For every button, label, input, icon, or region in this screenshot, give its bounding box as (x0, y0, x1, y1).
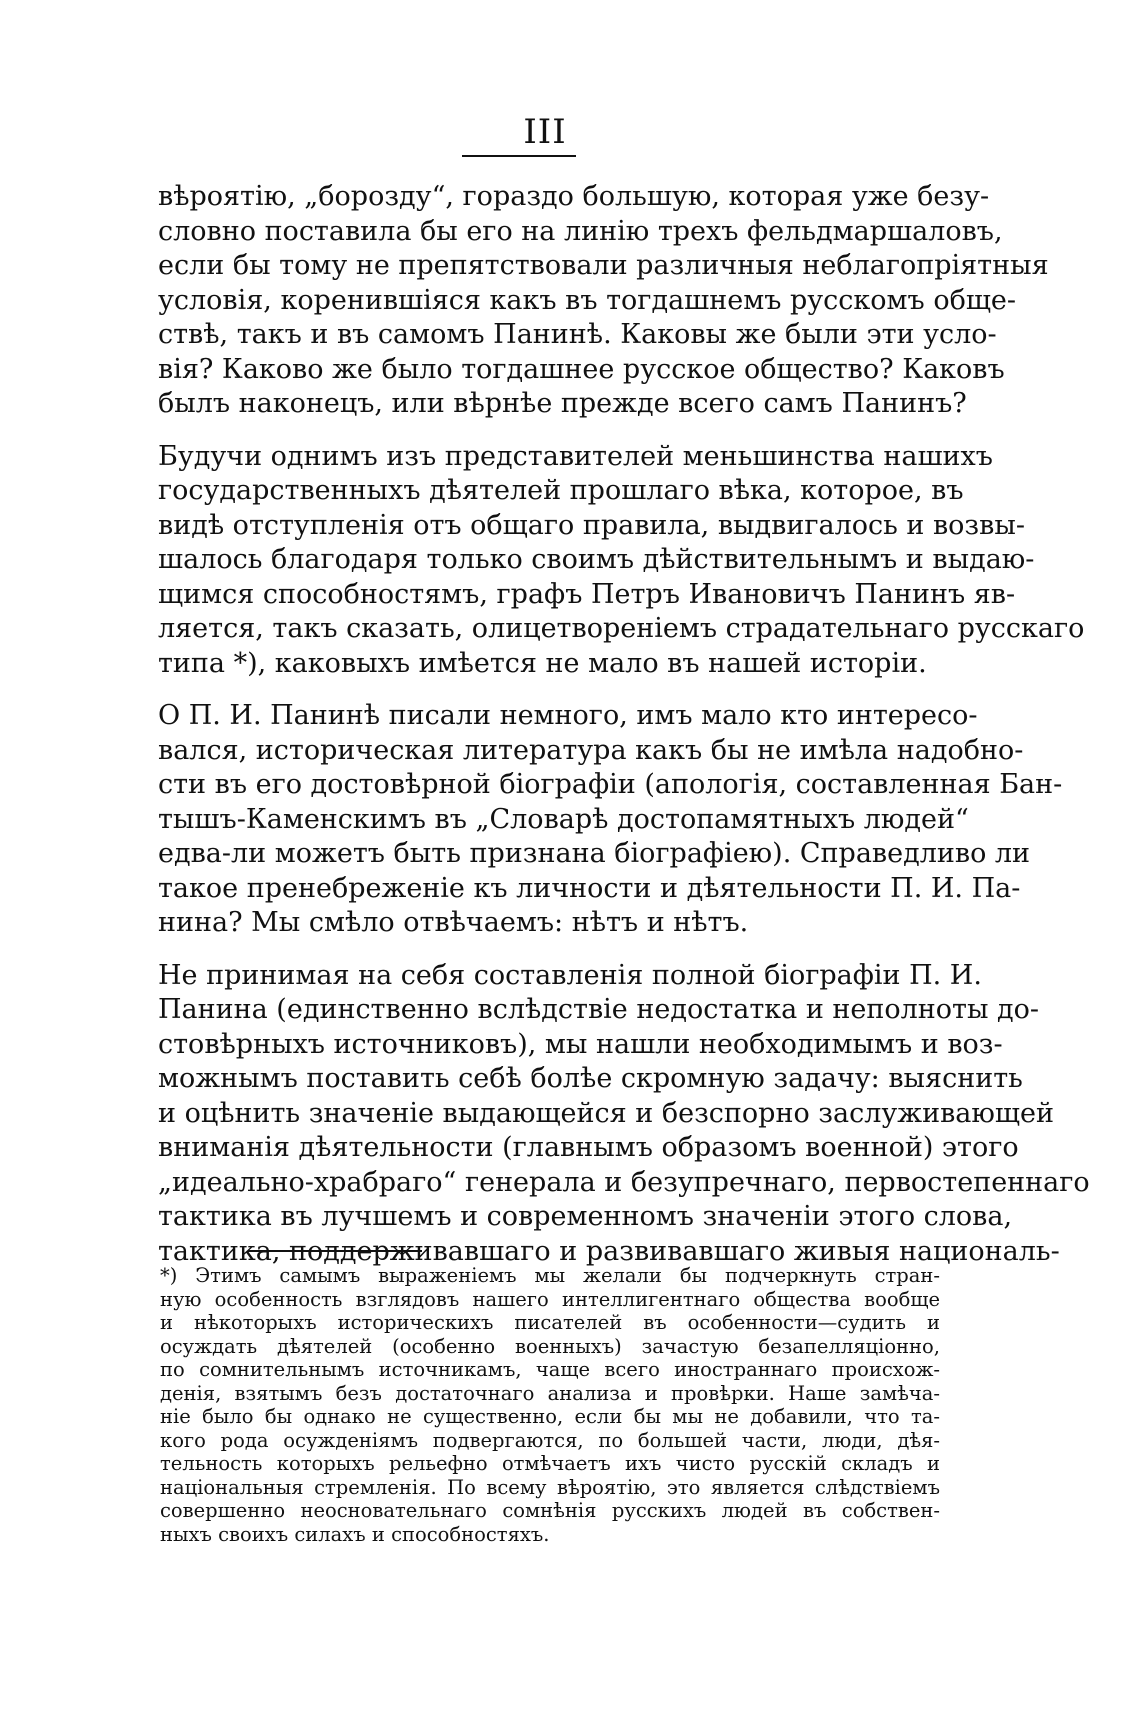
text-line: тактика въ лучшемъ и современномъ значеніи этого слова, (158, 1201, 1013, 1232)
text-line: О П. И. Панинѣ писали немного, имъ мало кто интересо- (158, 700, 978, 731)
text-line: Будучи однимъ изъ представителей меньшинства нашихъ (158, 440, 993, 472)
text-line: щимся способностямъ, графъ Петръ Ивановичъ Панинъ яв- (158, 578, 1016, 610)
text-line: вѣроятію, „борозду“, гораздо большую, которая уже безу- (158, 181, 990, 212)
text-line: словно поставила бы его на линію трехъ фельдмаршаловъ, (158, 215, 1003, 247)
text-line: вія? Каково же было тогдашнее русское общество? Каковъ (158, 353, 1005, 385)
text-line: и оцѣнить значеніе выдающейся и безспорно заслуживающей (158, 1097, 1054, 1129)
body-text (158, 180, 1090, 1287)
footnote-line: тельность которыхъ рельефно отмѣчаетъ ихъ чисто русскій складъ и (160, 1452, 940, 1475)
text-line: такое пренебреженіе къ личности и дѣятельности П. И. Па- (158, 872, 1021, 904)
text-line: стовѣрныхъ источниковъ), мы нашли необходимымъ и воз- (158, 1028, 1003, 1060)
text-line: едва-ли можетъ быть признана біографіею). Справедливо ли (158, 838, 1031, 869)
footnote (160, 1264, 940, 1546)
text-line: видѣ отступленія отъ общаго правила, выдвигалось и возвы- (158, 509, 1025, 541)
footnote-line: ніе было бы однако не существенно, если бы мы не добавили, что та- (160, 1405, 940, 1428)
text-line: сти въ его достовѣрной біографіи (апологія, составленная Бан- (158, 769, 1063, 800)
footnote-rule (248, 1250, 422, 1252)
text-line: типа *), каковыхъ имѣется не мало въ нашей исторіи. (158, 647, 927, 679)
text-line: „идеально-храбраго“ генерала и безупречнаго, первостепеннаго (158, 1166, 1090, 1198)
text-line: государственныхъ дѣятелей прошлаго вѣка, которое, въ (158, 475, 964, 506)
footnote-line: денія, взятымъ безъ достаточнаго анализа и провѣрки. Наше замѣча- (160, 1381, 940, 1405)
footnote-line: ныхъ своихъ силахъ и способностяхъ. (160, 1522, 550, 1546)
footnote-line: кого рода осужденіямъ подвергаются, по большей части, люди, дѣя- (160, 1428, 940, 1452)
text-line: нина? Мы смѣло отвѣчаемъ: нѣтъ и нѣтъ. (158, 907, 749, 938)
footnote-line: ную особенность взглядовъ нашего интеллигентнаго общества вообще (160, 1287, 940, 1311)
text-line: условія, коренившіяся какъ въ тогдашнемъ русскомъ обще- (158, 284, 1017, 316)
footnote-line: осуждать дѣятелей (особенно военныхъ) зачастую безапелляціонно, (160, 1334, 940, 1358)
text-line: ляется, такъ сказать, олицетвореніемъ страдательнаго русскаго (158, 613, 1085, 644)
text-line: если бы тому не препятствовали различныя неблагопріятныя (158, 250, 1049, 281)
text-line: былъ наконецъ, или вѣрнѣе прежде всего самъ Панинъ? (158, 388, 967, 419)
footnote-line: по сомнительнымъ источникамъ, чаще всего иностраннаго происхож- (160, 1358, 940, 1381)
footnote-line: и нѣкоторыхъ историческихъ писателей въ особенности—судить и (160, 1311, 940, 1334)
footnote-line: національныя стремленія. По всему вѣроятію, это является слѣдствіемъ (160, 1475, 940, 1499)
page-number: III (523, 112, 567, 152)
text-line: шалось благодаря только своимъ дѣйствительнымъ и выдаю- (158, 544, 1035, 575)
text-line: можнымъ поставить себѣ болѣе скромную задачу: выяснить (158, 1063, 1023, 1094)
paragraph-1 (158, 180, 1049, 422)
footnote-line: *) Этимъ самымъ выраженіемъ мы желали бы подчеркнуть стран- (160, 1264, 940, 1287)
paragraph-3 (158, 699, 1063, 941)
paragraph-2 (158, 440, 1085, 682)
footnote-line: совершенно неосновательнаго сомнѣнія русскихъ людей въ собствен- (160, 1499, 940, 1522)
text-line: вался, историческая литература какъ бы не имѣла надобно- (158, 734, 1024, 766)
text-line: Панина (единственно вслѣдствіе недостатка и неполноты до- (158, 994, 1040, 1025)
text-line: ствѣ, такъ и въ самомъ Панинѣ. Каковы же были эти усло- (158, 319, 997, 350)
page-number-rule (462, 155, 576, 157)
text-line: тышъ-Каменскимъ въ „Словарѣ достопамятныхъ людей“ (158, 803, 969, 835)
text-line: тактика, поддерживавшаго и развивавшаго живыя националь- (158, 1235, 1060, 1267)
text-line: Не принимая на себя составленія полной біографіи П. И. (158, 959, 982, 991)
paragraph-4 (158, 959, 1090, 1270)
text-line: вниманія дѣятельности (главнымъ образомъ военной) этого (158, 1132, 1019, 1163)
